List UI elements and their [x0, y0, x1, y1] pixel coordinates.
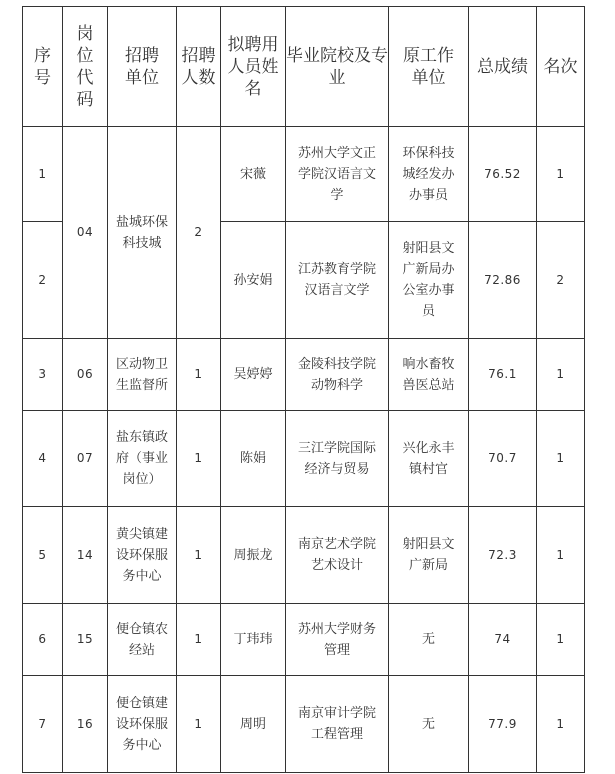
cell-score: 72.86 [469, 222, 537, 339]
cell-rank: 1 [537, 411, 585, 507]
recruitment-table [22, 6, 585, 773]
cell-original-unit: 响水畜牧兽医总站 [389, 339, 469, 411]
header-row [23, 7, 585, 127]
cell-name: 孙安娟 [221, 222, 286, 339]
cell-code: 16 [63, 676, 108, 773]
cell-score: 70.7 [469, 411, 537, 507]
header-code: 岗位代码 [63, 7, 108, 127]
cell-rank: 2 [537, 222, 585, 339]
cell-rank: 1 [537, 676, 585, 773]
cell-score: 74 [469, 604, 537, 676]
cell-school: 江苏教育学院汉语言文学 [286, 222, 389, 339]
table-row [23, 411, 585, 507]
cell-count: 1 [177, 676, 221, 773]
cell-rank: 1 [537, 339, 585, 411]
cell-school: 苏州大学文正学院汉语言文学 [286, 127, 389, 222]
cell-rank: 1 [537, 127, 585, 222]
cell-original-unit: 无 [389, 676, 469, 773]
cell-school: 金陵科技学院动物科学 [286, 339, 389, 411]
cell-name: 周振龙 [221, 507, 286, 604]
table-row [23, 507, 585, 604]
header-original-unit: 原工作单位 [389, 7, 469, 127]
cell-code: 06 [63, 339, 108, 411]
cell-school: 苏州大学财务管理 [286, 604, 389, 676]
table-row [23, 676, 585, 773]
cell-unit: 黄尖镇建设环保服务中心 [108, 507, 177, 604]
header-name: 拟聘用人员姓名 [221, 7, 286, 127]
header-rank: 名次 [537, 7, 585, 127]
cell-name: 吴婷婷 [221, 339, 286, 411]
cell-seq: 4 [23, 411, 63, 507]
cell-seq: 3 [23, 339, 63, 411]
header-count: 招聘人数 [177, 7, 221, 127]
cell-code: 04 [63, 127, 108, 339]
cell-original-unit: 无 [389, 604, 469, 676]
cell-score: 77.9 [469, 676, 537, 773]
cell-code: 14 [63, 507, 108, 604]
cell-code: 15 [63, 604, 108, 676]
cell-original-unit: 射阳县文广新局 [389, 507, 469, 604]
cell-school: 南京艺术学院艺术设计 [286, 507, 389, 604]
cell-score: 76.1 [469, 339, 537, 411]
cell-original-unit: 射阳县文广新局办公室办事员 [389, 222, 469, 339]
cell-seq: 5 [23, 507, 63, 604]
cell-code: 07 [63, 411, 108, 507]
cell-seq: 2 [23, 222, 63, 339]
cell-unit: 盐城环保科技城 [108, 127, 177, 339]
cell-rank: 1 [537, 604, 585, 676]
table-row [23, 127, 585, 222]
cell-name: 宋薇 [221, 127, 286, 222]
cell-name: 陈娟 [221, 411, 286, 507]
cell-count: 1 [177, 339, 221, 411]
table-row [23, 339, 585, 411]
cell-name: 周明 [221, 676, 286, 773]
header-score: 总成绩 [469, 7, 537, 127]
header-unit: 招聘单位 [108, 7, 177, 127]
cell-count: 1 [177, 507, 221, 604]
cell-score: 76.52 [469, 127, 537, 222]
cell-unit: 便仓镇农经站 [108, 604, 177, 676]
cell-count: 1 [177, 604, 221, 676]
cell-seq: 7 [23, 676, 63, 773]
table-row [23, 604, 585, 676]
cell-count: 1 [177, 411, 221, 507]
cell-unit: 区动物卫生监督所 [108, 339, 177, 411]
cell-seq: 6 [23, 604, 63, 676]
cell-unit: 便仓镇建设环保服务中心 [108, 676, 177, 773]
cell-name: 丁玮玮 [221, 604, 286, 676]
cell-school: 南京审计学院工程管理 [286, 676, 389, 773]
header-seq: 序号 [23, 7, 63, 127]
cell-score: 72.3 [469, 507, 537, 604]
cell-unit: 盐东镇政府（事业岗位） [108, 411, 177, 507]
cell-school: 三江学院国际经济与贸易 [286, 411, 389, 507]
cell-rank: 1 [537, 507, 585, 604]
cell-seq: 1 [23, 127, 63, 222]
cell-original-unit: 环保科技城经发办办事员 [389, 127, 469, 222]
cell-count: 2 [177, 127, 221, 339]
header-school: 毕业院校及专业 [286, 7, 389, 127]
cell-original-unit: 兴化永丰镇村官 [389, 411, 469, 507]
